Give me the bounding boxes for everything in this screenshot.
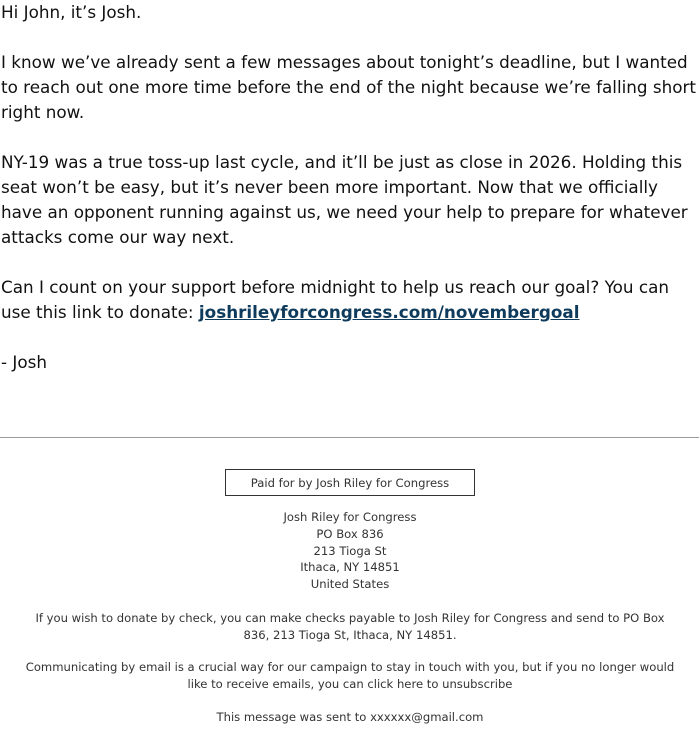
paid-for-box: Paid for by Josh Riley for Congress <box>225 469 475 496</box>
address-line1: PO Box 836 <box>316 526 384 541</box>
paragraph-deadline: I know we’ve already sent a few messages about tonight’s deadline, but I wanted to reach out one more time before the end of the night because we’re falling short right now. <box>1 52 697 122</box>
ask-text: Can I count on your support before midnight to help us reach our goal? You can use this link to donate: <box>1 277 669 322</box>
address-line2: 213 Tioga St <box>313 543 387 558</box>
paragraph-race: NY-19 was a true toss-up last cycle, and it’ll be just as close in 2026. Holding this seat won’t be easy, but it’s never been more important. Now that we officially have an opponent running against us, we need your help to prepare for whatever attacks come our way next. <box>1 152 688 247</box>
donate-link[interactable]: joshrileyforcongress.com/novembergoal <box>198 302 580 322</box>
address-country: United States <box>310 577 390 592</box>
signoff: - Josh <box>1 352 47 372</box>
footer <box>0 469 700 726</box>
check-donation-notice: If you wish to donate by check, you can make checks payable to Josh Riley for Congress and send to PO Box 836, 213 Tioga St, Ithaca, NY 14851. <box>35 610 665 642</box>
paragraph-ask <box>1 275 700 325</box>
sent-to-notice: This message was sent to xxxxxx@gmail.com <box>216 709 484 724</box>
address-name: Josh Riley for Congress <box>283 510 417 524</box>
divider <box>0 437 699 438</box>
address-city: Ithaca, NY 14851 <box>300 560 400 575</box>
greeting: Hi John, it’s Josh. <box>1 2 142 22</box>
unsubscribe-notice[interactable]: Communicating by email is a crucial way for our campaign to stay in touch with you, but if you no longer would like to receive emails, you can click here to unsubscribe <box>25 659 675 691</box>
mailing-address <box>0 509 700 593</box>
